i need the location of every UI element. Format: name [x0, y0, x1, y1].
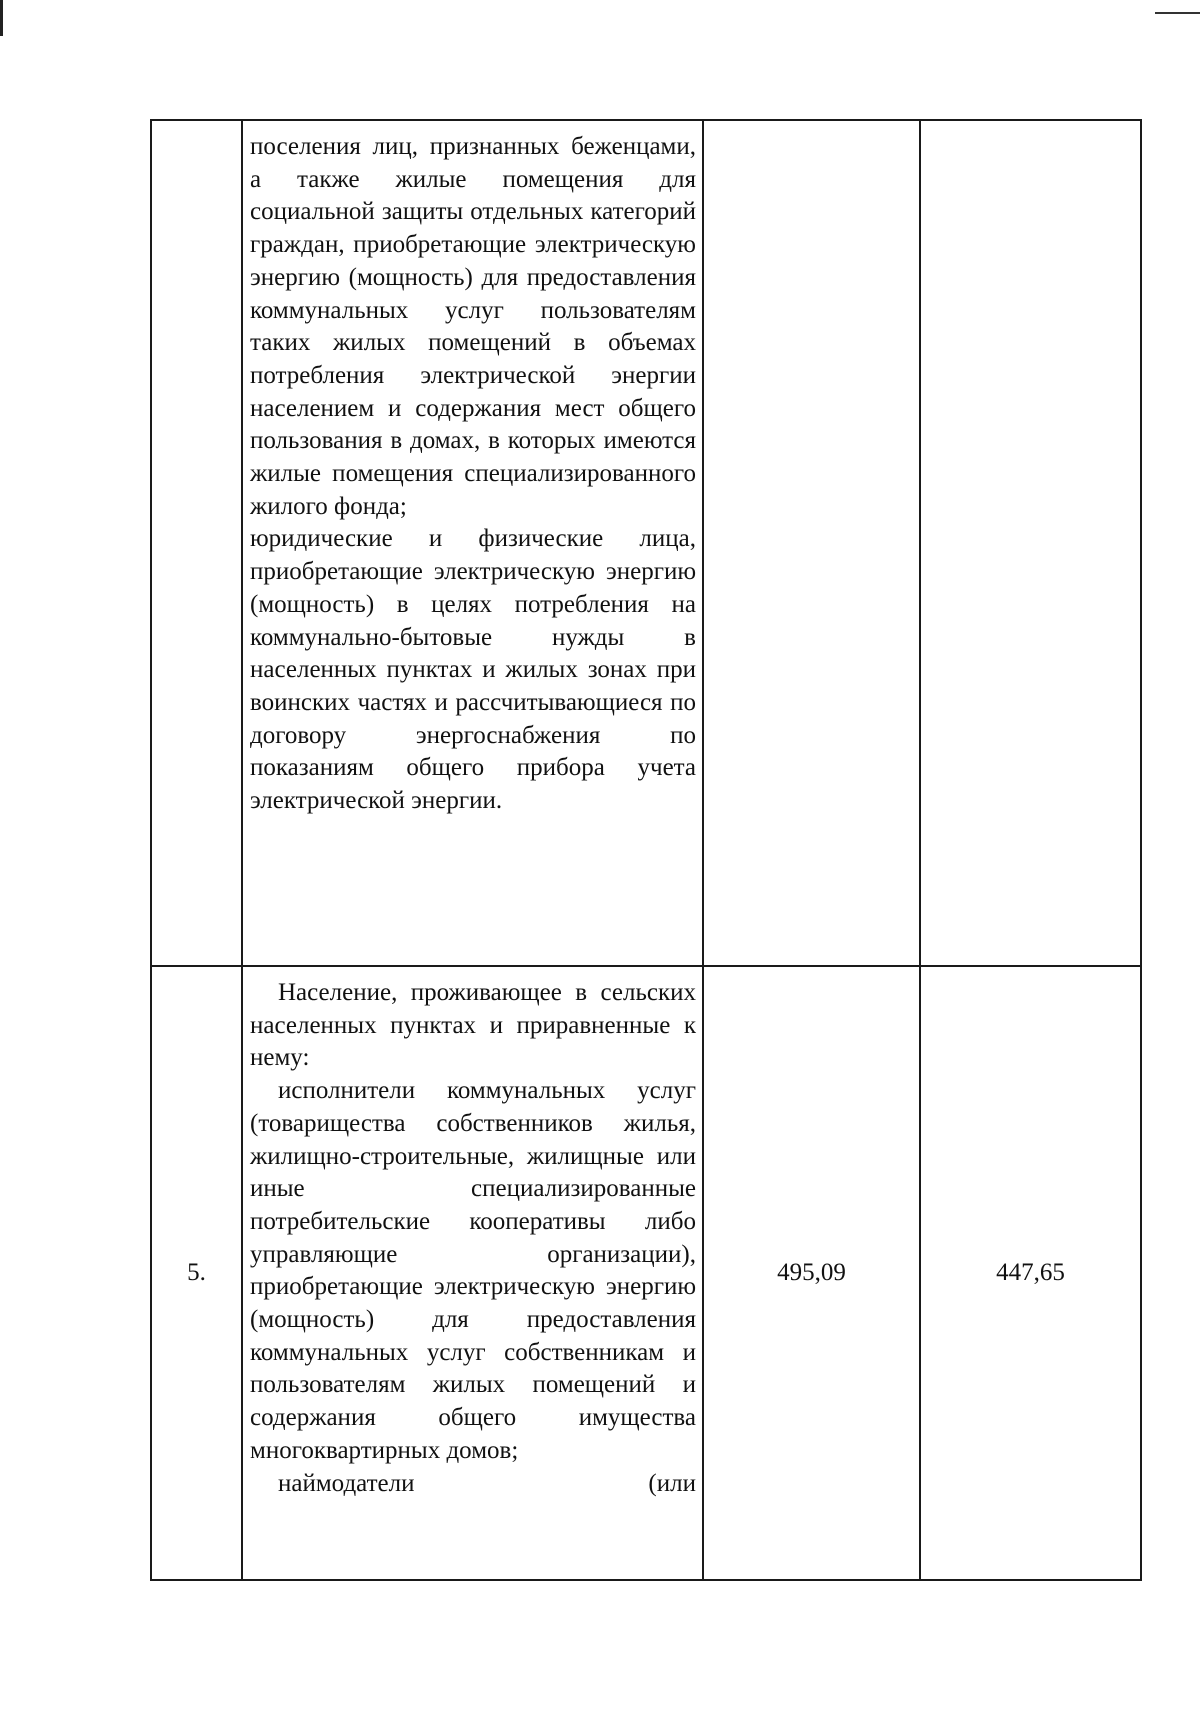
tariff-table — [150, 119, 1142, 1581]
scan-edge-mark-left — [0, 0, 3, 36]
consumer-category-cell — [242, 966, 703, 1580]
category-paragraph: Население, проживающее в сельских населенных пунктах и приравненные к нему: — [250, 979, 696, 1072]
category-paragraph: юридические и физические лица, приобретающие электрическую энергию (мощность) в целях потребления на коммунально-бытовые нужды в населенных пунктах и жилых зонах при воинских частях и рассчитывающиеся по договору энергоснабжения по показаниям общего прибора учета электрической энергии. — [250, 525, 696, 815]
table-row — [151, 120, 1141, 966]
scan-edge-mark-right — [1155, 12, 1200, 14]
tariff-value-cell-1 — [703, 120, 920, 966]
table-row — [151, 966, 1141, 1580]
category-paragraph: исполнители коммунальных услуг (товарищества собственников жилья, жилищно-строительные, жилищные или иные специализированные потребительские кооперативы либо управляющие организации), приобретающие электрическую энергию (мощность) для предоставления коммунальных услуг собственникам и пользователям жилых помещений и содержания общего имущества многоквартирных домов; — [250, 1077, 696, 1464]
consumer-category-cell — [242, 120, 703, 966]
category-paragraph: поселения лиц, признанных беженцами, а также жилые помещения для социальной защиты отдельных категорий граждан, приобретающие электрическую энергию (мощность) для предоставления коммунальных услуг пользователям таких жилых помещений в объемах потребления электрической энергии населением и содержания мест общего пользования в домах, в которых имеются жилые помещения специализированного жилого фонда; — [250, 133, 696, 520]
category-paragraph: наймодатели (или — [278, 1469, 696, 1497]
row-number-cell — [151, 120, 242, 966]
row-number-cell: 5. — [151, 966, 242, 1580]
tariff-value-cell-1: 495,09 — [703, 966, 920, 1580]
tariff-value-cell-2 — [920, 120, 1141, 966]
tariff-value-cell-2: 447,65 — [920, 966, 1141, 1580]
